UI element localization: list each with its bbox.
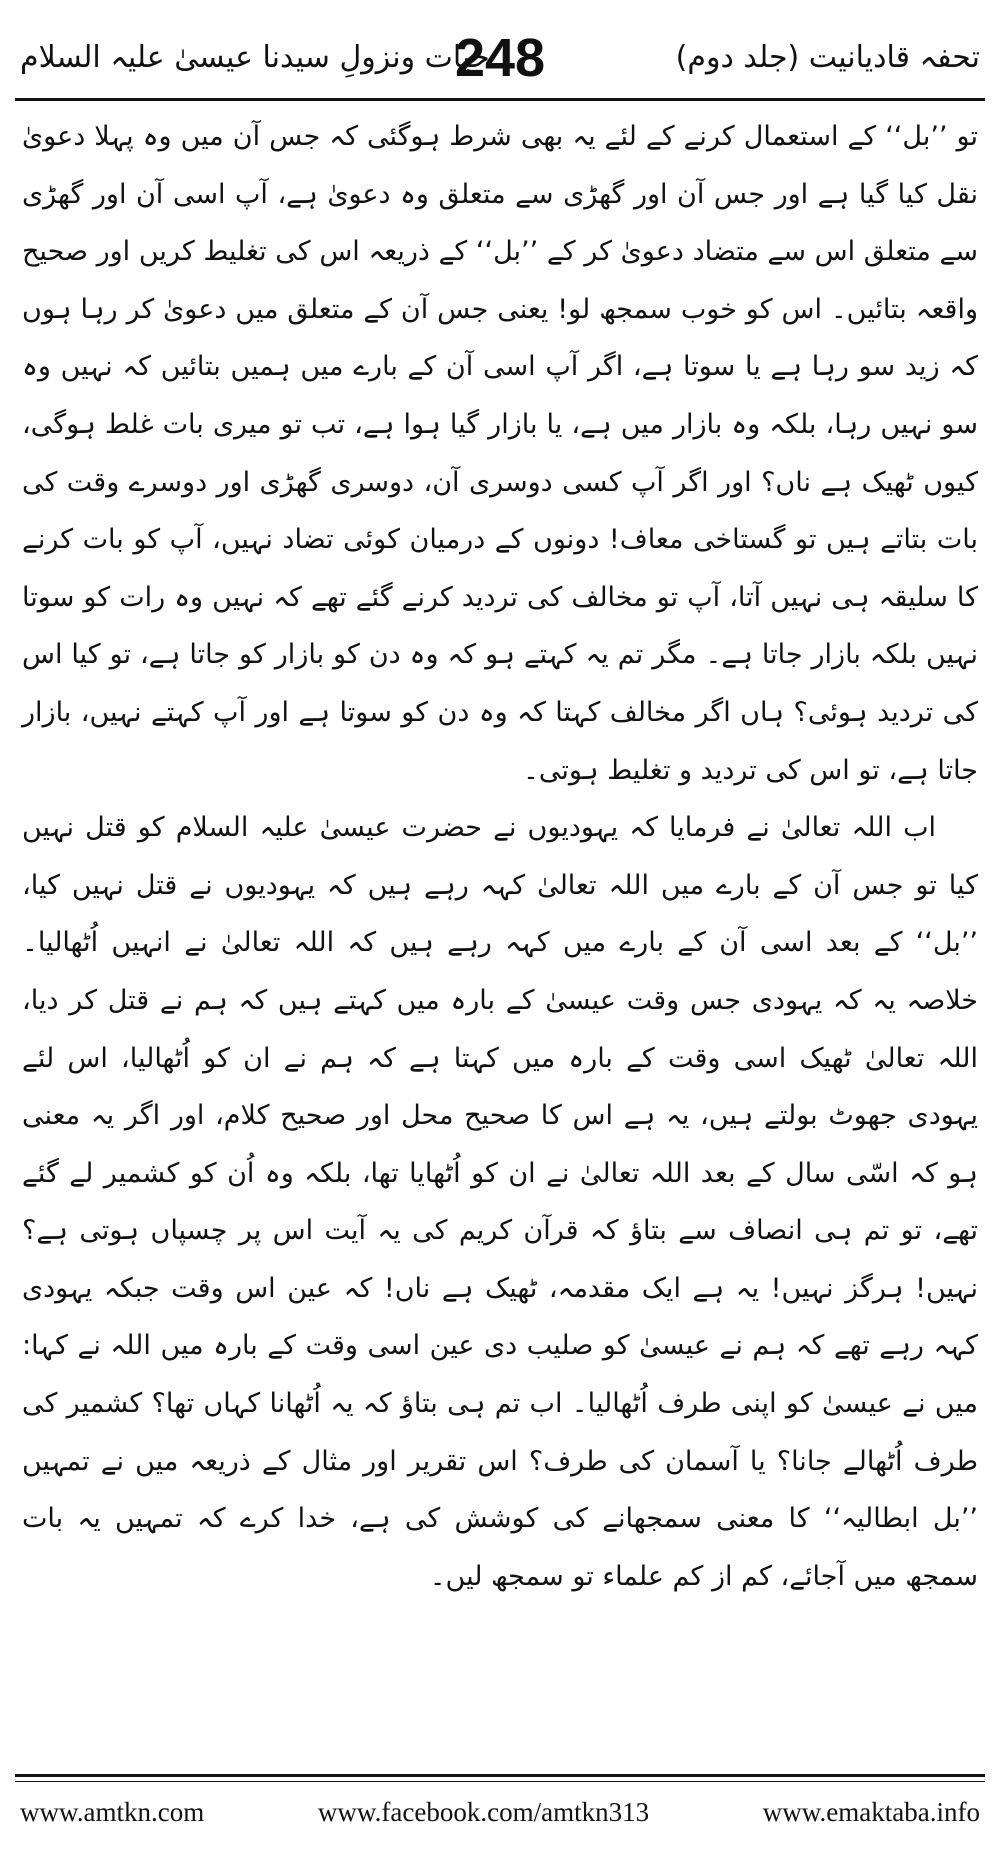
- footer-divider-thin: [15, 1781, 985, 1782]
- page-header: [20, 20, 980, 95]
- paragraph-2: اب اللہ تعالیٰ نے فرمایا کہ یہودیوں نے حضرت عیسیٰ علیہ السلام کو قتل نہیں کیا تو جس آن کے بارے میں اللہ تعالیٰ کہہ رہے ہیں کہ یہودیوں نے قتل نہیں کیا، ’’بل‘‘ کے بعد اسی آن کے بارے میں کہہ رہے ہیں کہ اللہ تعالیٰ نے انہیں اُٹھالیا۔ خلاصہ یہ کہ یہودی جس وقت عیسیٰ کے بارہ میں کہتے ہیں کہ ہم نے قتل کر دیا، اللہ تعالیٰ ٹھیک اسی وقت کے بارہ میں کہتا ہے کہ ہم نے ان کو اُٹھالیا، اس لئے یہودی جھوٹ بولتے ہیں، یہ ہے اس کا صحیح محل اور صحیح کلام، اور اگر یہ معنی ہو کہ اسّی سال کے بعد اللہ تعالیٰ نے ان کو اُٹھایا تھا، بلکہ وہ اُن کو کشمیر لے گئے تھے، تو تم ہی انصاف سے بتاؤ کہ قرآن کریم کی یہ آیت اس پر چسپاں ہوتی ہے؟ نہیں! ہرگز نہیں! یہ ہے ایک مقدمہ، ٹھیک ہے ناں! کہ عین اس وقت جبکہ یہودی کہہ رہے تھے کہ ہم نے عیسیٰ کو صلیب دی عین اسی وقت کے بارہ میں اللہ نے کہا: میں نے عیسیٰ کو اپنی طرف اُٹھالیا۔ اب تم ہی بتاؤ کہ یہ اُٹھانا کہاں تھا؟ کشمیر کی طرف اُٹھالے جانا؟ یا آسمان کی طرف؟ اس تقریر اور مثال کے ذریعہ میں نے تمہیں ’’بل ابطالیہ‘‘ کا معنی سمجھانے کی کوشش کی ہے، خدا کرے کہ تمہیں یہ بات سمجھ میں آجائے، کم از کم علماء تو سمجھ لیں۔: [22, 812, 978, 1592]
- footer-link-emaktaba[interactable]: www.emaktaba.info: [762, 1797, 980, 1827]
- chapter-title: حیات ونزولِ سیدنا عیسیٰ علیہ السلام: [20, 40, 490, 75]
- page-body: [22, 108, 978, 1605]
- footer-link-amtkn[interactable]: www.amtkn.com: [20, 1797, 205, 1827]
- page-footer: [20, 1790, 980, 1835]
- page-number: 248: [454, 27, 546, 88]
- header-divider: [15, 98, 985, 101]
- footer-divider-thick: [15, 1774, 985, 1777]
- book-title: تحفہ قادیانیت (جلد دوم): [675, 40, 980, 75]
- footer-link-facebook[interactable]: www.facebook.com/amtkn313: [317, 1797, 650, 1827]
- paragraph-1: تو ’’بل‘‘ کے استعمال کرنے کے لئے یہ بھی شرط ہوگئی کہ جس آن میں وہ پہلا دعویٰ نقل کیا گیا ہے اور جس آن اور گھڑی سے متعلق وہ دعویٰ ہے، آپ اسی آن اور گھڑی سے متعلق اس سے متضاد دعویٰ کر کے ’’بل‘‘ کے ذریعہ اس کی تغلیط کریں اور صحیح واقعہ بتائیں۔ اس کو خوب سمجھ لو! یعنی جس آن کے متعلق میں دعویٰ کر رہا ہوں کہ زید سو رہا ہے یا سوتا ہے، اگر آپ اسی آن کے بارے میں ہمیں بتائیں کہ نہیں وہ سو نہیں رہا، بلکہ وہ بازار میں ہے، یا بازار گیا ہوا ہے، تب تو میری بات غلط ہوگی، کیوں ٹھیک ہے ناں؟ اور اگر آپ کسی دوسری آن، دوسری گھڑی اور دوسرے وقت کی بات بتاتے ہیں تو گستاخی معاف! دونوں کے درمیان کوئی تضاد نہیں، آپ کو بات کرنے کا سلیقہ ہی نہیں آتا، آپ تو مخالف کی تردید کرنے گئے تھے کہ نہیں وہ رات کو سوتا نہیں بلکہ بازار جاتا ہے۔ مگر تم یہ کہتے ہو کہ وہ دن کو بازار کو جاتا ہے، تو کیا اس کی تردید ہوئی؟ ہاں اگر مخالف کہتا کہ وہ دن کو سوتا ہے اور آپ کہتے نہیں، بازار جاتا ہے، تو اس کی تردید و تغلیط ہوتی۔: [22, 121, 978, 786]
